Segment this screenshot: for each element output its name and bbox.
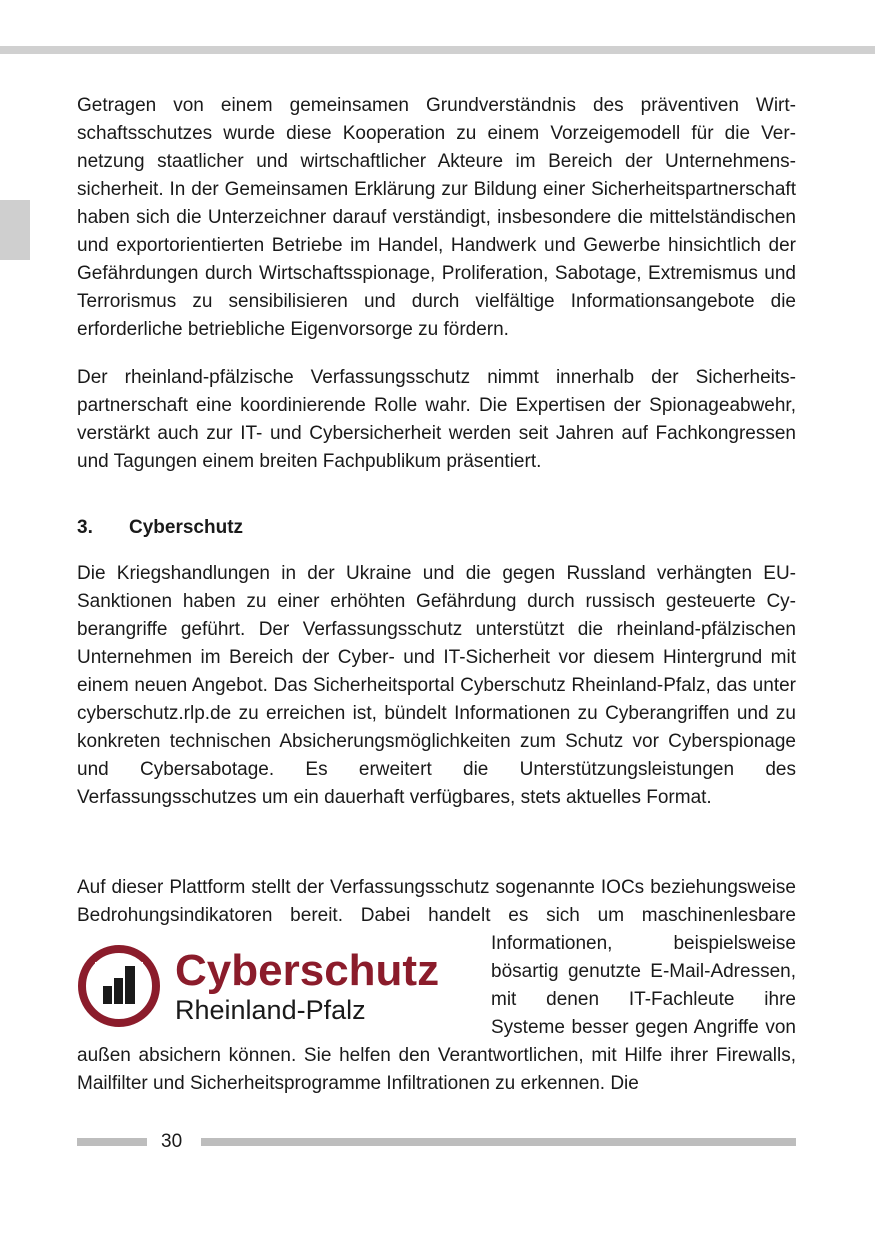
page-footer — [77, 1128, 796, 1156]
section-title: Cyberschutz — [129, 517, 244, 538]
paragraph-iocs — [77, 874, 796, 1098]
paragraph-verfassungsschutz-rolle: Der rheinland-pfälzische Verfassungsschutz nimmt innerhalb der Sicherheitspartnerschaft eine koordinierende Rolle wahr. Die Expertisen der Spionageabwehr, verstärkt auch zur IT- und Cybersicherheit werden seit Jahren auf Fachkongressen und Tagungen einem breiten Fachpublikum präsentiert. — [77, 367, 796, 472]
page-number: 30 — [161, 1131, 183, 1152]
paragraph-sicherheitspartnerschaft: Getragen von einem gemeinsamen Grundverständnis des präventiven Wirtschaftsschutzes wurde diese Kooperation zu einem Vorzeigemodell für die Vernetzung staatlicher und wirtschaftlicher Akteure im Bereich der Unternehmenssicherheit. In der Gemeinsamen Erklärung zur Bildung einer Sicherheitspartnerschaft haben sich die Unterzeichner darauf verständigt, insbesondere die mittelständischen und exportorientierten Betriebe im Handel, Handwerk und Gewerbe hinsichtlich der Gefährdungen durch Wirtschaftsspionage, Proliferation, Sabotage, Extremismus und Terrorismus zu sensibilisieren und durch vielfältige Informationsangebote die erforderliche betriebliche Eigenvorsorge zu fördern. — [77, 95, 796, 340]
paragraph-iocs-lines-wrapped: re Informationen, beispielsweise bösartig genutzte E-Mail-Adressen, mit denen IT-Fachleute ihre Systeme besser gegen Angriffe von außen absichern können. Sie helfen den Verantwortlichen, mit Hilfe ihrer Firewalls, Mailfilter und Sicherheitsprogramme Infiltrationen zu erkennen. Die — [77, 905, 796, 1094]
section-heading — [77, 514, 796, 542]
logo-subtitle: Rheinland-Pfalz — [175, 994, 366, 1025]
side-tab-marker — [0, 200, 30, 260]
paragraph-cyberschutz-intro: Die Kriegshandlungen in der Ukraine und die gegen Russland verhängten EU-Sanktionen haben zu einer erhöhten Gefährdung durch russisch gesteuerte Cyberangriffe geführt. Der Verfassungsschutz unterstützt die rheinland-pfälzischen Unternehmen im Bereich der Cyber- und IT-Sicherheit vor diesem Hintergrund mit einem neuen Angebot. Das Sicherheitsportal Cyberschutz Rheinland-Pfalz, das unter cyberschutz.rlp.de zu erreichen ist, bündelt Informationen zu Cyberangriffen und zu konkreten technischen Absicherungsmöglichkeiten zum Schutz vor Cyberspionage und Cybersabotage. Es erweitert die Unterstützungsleistungen des Verfassungsschutzes um ein dauerhaft verfügbares, stets aktuelles Format. — [77, 563, 796, 808]
footer-bar-left — [77, 1138, 147, 1146]
ioc-section — [77, 874, 796, 1098]
top-rule — [0, 46, 875, 54]
page-body — [77, 92, 796, 888]
cyberschutz-logo — [77, 936, 477, 1036]
section-number: 3. — [77, 517, 93, 538]
footer-bar-right — [201, 1138, 796, 1146]
shield-bars-icon — [77, 944, 161, 1028]
logo-wordmark: Cyberschutz — [175, 945, 440, 995]
paragraph-iocs-lines-top: Auf dieser Plattform stellt der Verfassungsschutz sogenannte IOCs beziehungsweise Bedrohungsindikatoren bereit. Dabei handelt es sich um maschinenlesba — [77, 877, 796, 926]
